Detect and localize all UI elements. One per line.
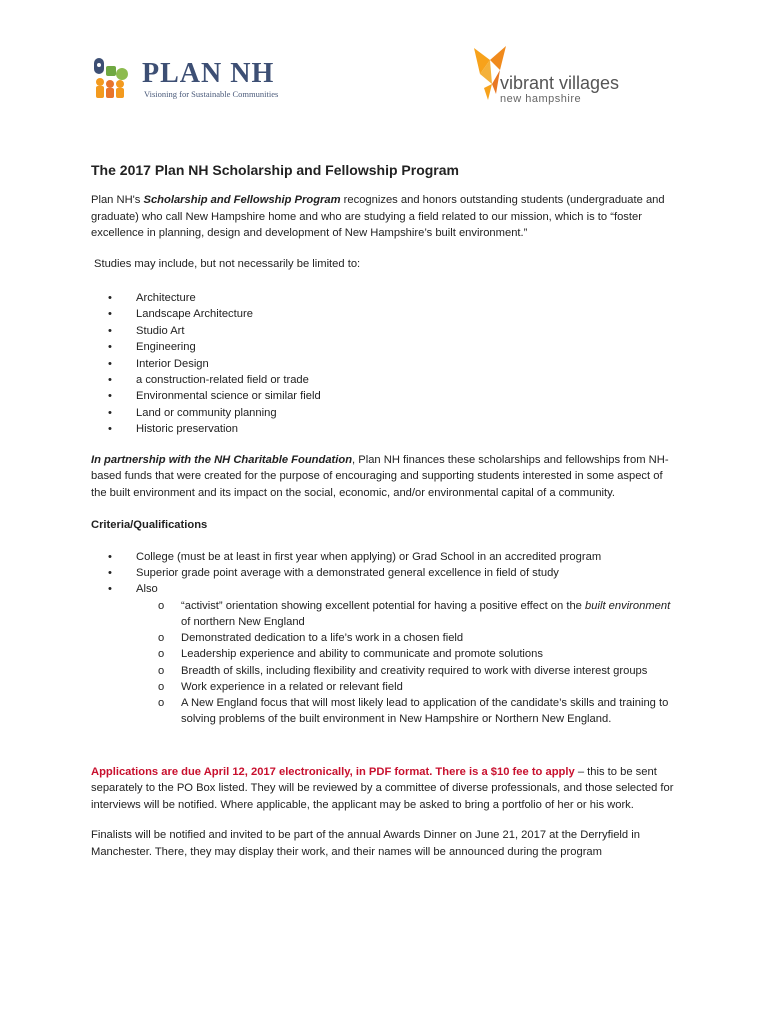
activist-suffix: of northern New England bbox=[181, 616, 305, 629]
studies-intro: Studies may include, but not necessarily be limited to: bbox=[94, 257, 361, 270]
partnership-emphasis: In partnership with the NH Charitable Foundation bbox=[91, 453, 353, 466]
list-item bbox=[136, 598, 681, 630]
activist-italic: built environment bbox=[585, 599, 671, 612]
applications-text: – this to be sent separately to the PO Box listed. They will be reviewed by a committee of diverse professionals, and those selected for interviews will be notified. Where applicable, the applicant may be asked to bring a portfolio of her or his work. bbox=[91, 765, 674, 811]
document-body bbox=[91, 160, 681, 860]
list-item: • Architecture bbox=[91, 290, 681, 306]
document-title: The 2017 Plan NH Scholarship and Fellowship Program bbox=[91, 162, 459, 178]
partnership-paragraph bbox=[91, 452, 681, 502]
list-item: • Land or community planning bbox=[91, 405, 681, 421]
plan-nh-logo-title: PLAN NH bbox=[142, 58, 275, 89]
plan-nh-emblem-icon bbox=[90, 52, 140, 102]
list-item: o Work experience in a related or relevant field bbox=[136, 679, 681, 695]
intro-suffix: recognizes and honors outstanding students (undergraduate and graduate) who call New Hampshire home and who are studying a field related to our mission, which is to “foster excellence in planning, design and development of New Hampshire’s built environment.” bbox=[91, 194, 665, 239]
finalists-paragraph: Finalists will be notified and invited to be part of the annual Awards Dinner on June 21, 2017 at the Derryfield in Manchester. There, they may display their work, and their names will be announced during the program bbox=[91, 829, 640, 858]
plan-nh-logo bbox=[90, 52, 290, 102]
list-item: • a construction-related field or trade bbox=[91, 372, 681, 388]
list-item: o Breadth of skills, including flexibility and creativity required to work with diverse interest groups bbox=[136, 663, 681, 679]
list-item bbox=[91, 581, 681, 727]
vibrant-villages-subtitle: new hampshire bbox=[500, 93, 582, 105]
list-item: • Landscape Architecture bbox=[91, 306, 681, 322]
list-item: o Leadership experience and ability to communicate and promote solutions bbox=[136, 646, 681, 662]
list-item: • Environmental science or similar field bbox=[91, 388, 681, 404]
criteria-heading: Criteria/Qualifications bbox=[91, 519, 208, 532]
list-item: o A New England focus that will most likely lead to application of the candidate’s skills and training to solving problems of the built environment in New Hampshire or Northern New England. bbox=[136, 695, 681, 727]
program-name: Scholarship and Fellowship Program bbox=[143, 194, 341, 206]
activist-prefix: “activist” orientation showing excellent potential for having a positive effect on the bbox=[181, 599, 586, 612]
applications-deadline: Applications are due April 12, 2017 electronically, in PDF format. There is a $10 fee to apply bbox=[91, 765, 575, 778]
intro-paragraph bbox=[91, 192, 681, 242]
vibrant-villages-title: vibrant villages bbox=[500, 73, 620, 93]
criteria-list bbox=[91, 549, 681, 728]
partnership-text: , Plan NH finances these scholarships and fellowships from NH-based funds that were created for the purpose of encouraging and supporting students interested in some aspect of the built environment and its impact on the social, economic, and/or environmental capital of a community. bbox=[91, 453, 669, 499]
list-item: o Demonstrated dedication to a life’s work in a chosen field bbox=[136, 630, 681, 646]
list-item: • Historic preservation bbox=[91, 421, 681, 437]
list-item: • Interior Design bbox=[91, 356, 681, 372]
studies-list bbox=[91, 290, 681, 438]
sub-criteria-list bbox=[136, 598, 681, 728]
list-item: • Studio Art bbox=[91, 323, 681, 339]
plan-nh-logo-tagline: Visioning for Sustainable Communities bbox=[144, 89, 279, 99]
applications-paragraph bbox=[91, 764, 681, 814]
list-item: • College (must be at least in first year when applying) or Grad School in an accredited program bbox=[91, 549, 681, 565]
criteria-also-label: Also bbox=[136, 583, 158, 596]
list-item: • Superior grade point average with a demonstrated general excellence in field of study bbox=[91, 565, 681, 581]
list-item: • Engineering bbox=[91, 339, 681, 355]
intro-prefix: Plan NH's bbox=[91, 194, 144, 206]
vibrant-villages-logo bbox=[470, 44, 620, 108]
